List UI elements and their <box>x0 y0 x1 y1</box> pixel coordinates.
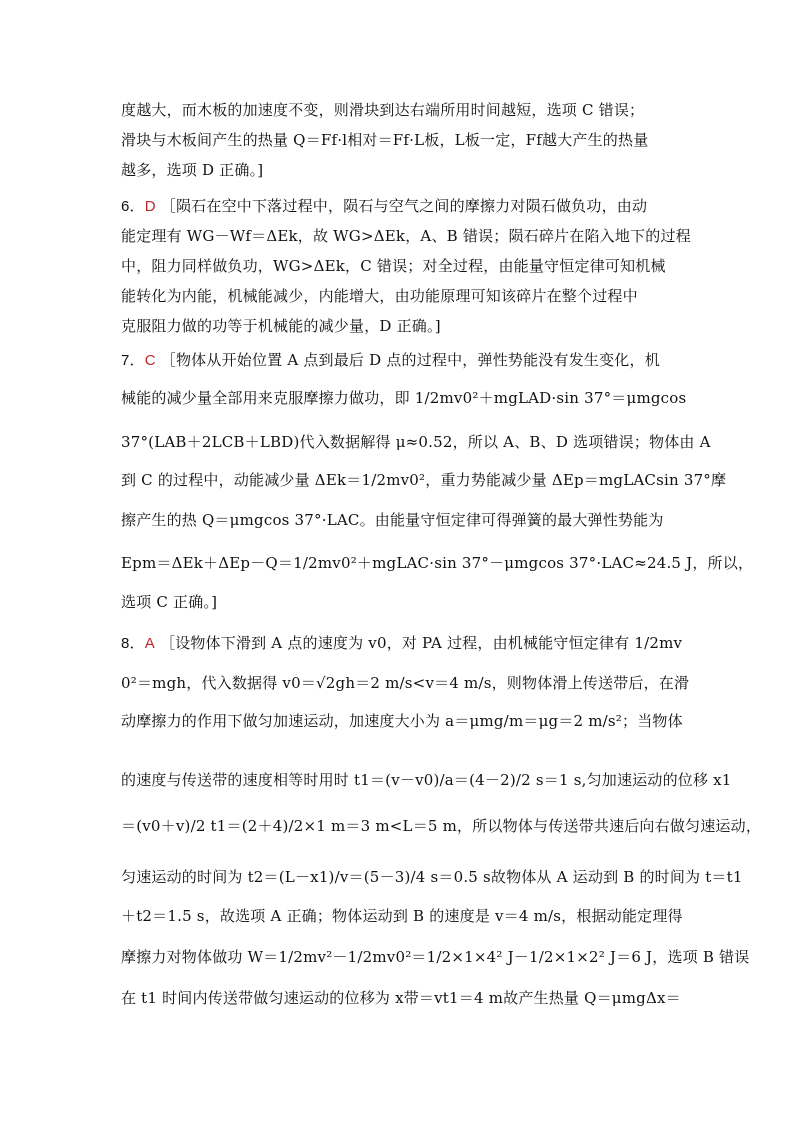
text-line: ＝(v0＋v)/2 t1＝(2＋4)/2×1 m＝3 m<L＝5 m，所以物体与传送带共速后向右做匀速运动， <box>121 817 762 835</box>
text-line: 匀速运动的时间为 t2＝(L－x1)/v＝(5－3)/4 s＝0.5 s故物体从 A 运动到 B 的时间为 t＝t1 <box>121 868 743 886</box>
question-number: 7． <box>121 352 145 369</box>
text-line: 的速度与传送带的速度相等时用时 t1＝(v－v0)/a＝(4－2)/2 s＝1 s,匀加速运动的位移 x1 <box>121 771 732 789</box>
text-line: 选项 C 正确。] <box>121 593 218 611</box>
answer-7 <box>121 350 681 371</box>
answer-text: ［物体从开始位置 A 点到最后 D 点的过程中，弹性势能没有发生变化，机 <box>160 351 660 369</box>
answer-letter: C <box>144 352 156 369</box>
text-line: Epm＝ΔEk＋ΔEp－Q＝1/2mv0²＋mgLAC·sin 37°－μmgcos 37°·LAC≈24.5 J，所以， <box>121 554 754 572</box>
text-line: 能转化为内能，机械能减少，内能增大，由功能原理可知该碎片在整个过程中 <box>121 287 638 305</box>
question-number: 8． <box>121 635 145 652</box>
answer-6 <box>121 196 681 217</box>
text-line: 滑块与木板间产生的热量 Q＝Ff·l相对＝Ff·L板，L板一定，Ff越大产生的热量 <box>121 131 649 149</box>
text-line: 0²＝mgh，代入数据得 v0＝√2gh＝2 m/s<v＝4 m/s，则物体滑上传送带后，在滑 <box>121 674 690 692</box>
text-line: 摩擦力对物体做功 W＝1/2mv²－1/2mv0²＝1/2×1×4² J－1/2×1×2² J＝6 J，选项 B 错误 <box>121 948 750 966</box>
text-line: 擦产生的热 Q＝μmgcos 37°·LAC。由能量守恒定律可得弹簧的最大弹性势能为 <box>121 511 664 529</box>
text-line: 械能的减少量全部用来克服摩擦力做功，即 1/2mv0²＋mgLAD·sin 37°＝μmgcos <box>121 389 687 407</box>
answer-letter: A <box>144 635 155 652</box>
text-line: 在 t1 时间内传送带做匀速运动的位移为 x带＝vt1＝4 m故产生热量 Q＝μmgΔx＝ <box>121 989 681 1007</box>
text-line: 中，阻力同样做负功，WG>ΔEk，C 错误；对全过程，由能量守恒定律可知机械 <box>121 257 666 275</box>
text-line: 能定理有 WG－Wf＝ΔEk，故 WG>ΔEk，A、B 错误；陨石碎片在陷入地下的过程 <box>121 227 691 245</box>
text-line: 到 C 的过程中，动能减少量 ΔEk＝1/2mv0²，重力势能减少量 ΔEp＝mgLACsin 37°摩 <box>121 471 727 489</box>
answer-text: ［设物体下滑到 A 点的速度为 v0，对 PA 过程，由机械能守恒定律有 1/2mv <box>159 634 683 652</box>
text-line: 度越大，而木板的加速度不变，则滑块到达右端所用时间越短，选项 C 错误； <box>121 101 645 119</box>
text-line: 越多，选项 D 正确。] <box>121 161 264 179</box>
text-line: 37°(LAB＋2LCB＋LBD)代入数据解得 μ≈0.52，所以 A、B、D 选项错误；物体由 A <box>121 433 711 451</box>
question-number: 6． <box>121 198 145 215</box>
answer-8 <box>121 633 681 654</box>
answer-text: ［陨石在空中下落过程中，陨石与空气之间的摩擦力对陨石做负功，由动 <box>160 197 648 215</box>
answer-letter: D <box>144 198 156 215</box>
text-line: 克服阻力做的功等于机械能的减少量，D 正确。] <box>121 317 441 335</box>
text-line: 动摩擦力的作用下做匀加速运动，加速度大小为 a＝μmg/m＝μg＝2 m/s²；当物体 <box>121 712 683 730</box>
text-line: ＋t2＝1.5 s，故选项 A 正确；物体运动到 B 的速度是 v＝4 m/s，根据动能定理得 <box>121 907 683 925</box>
